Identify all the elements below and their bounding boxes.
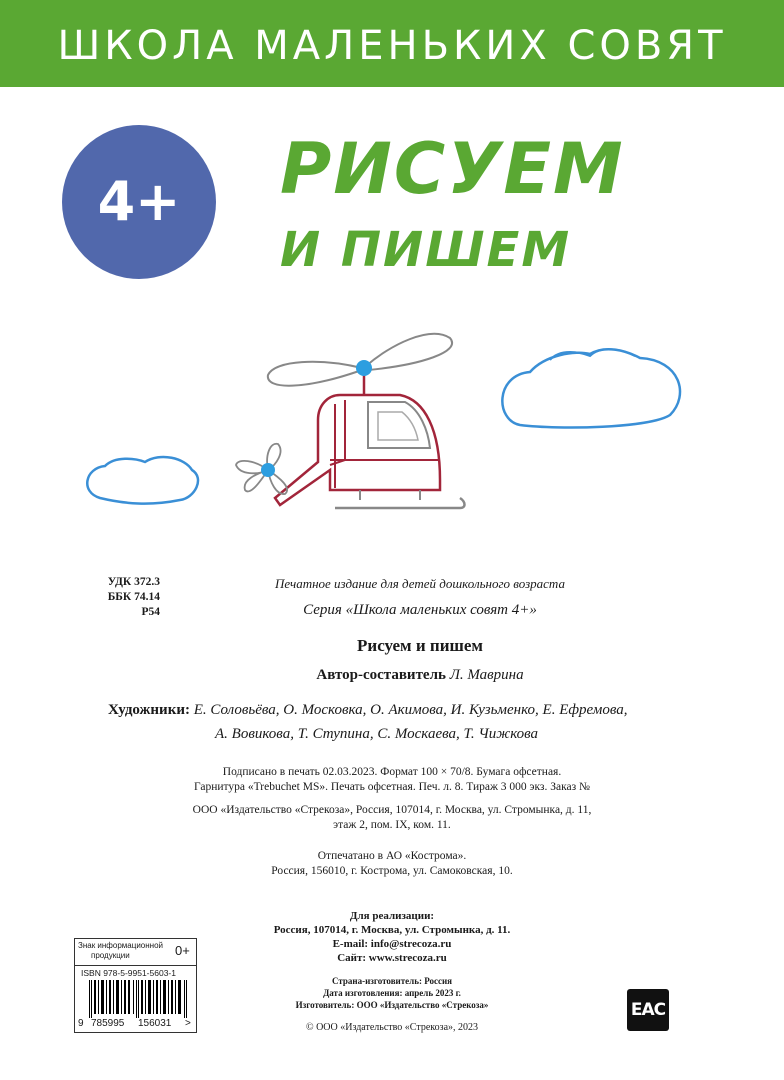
main-rotor-blade-right [366,334,452,370]
info-product-sign [74,938,197,966]
info-sign-label-2: продукции [91,951,130,960]
info-sign-rating: 0+ [175,943,190,958]
series-note: Серия «Школа маленьких совят 4+» [303,602,537,618]
age-badge [62,125,216,279]
artists-names-1: Е. Соловьёва, О. Московка, О. Акимова, И. Кузьменко, Е. Ефремова, [193,702,628,718]
cover-title-line2: И ПИШЕМ [280,222,572,278]
author-code: Р54 [141,606,160,618]
barcode-digits-2: 156031 [138,1018,172,1029]
manufacture-date: Дата изготовления: апрель 2023 г. [323,988,461,998]
barcode-bars [89,980,189,1018]
main-rotor-blade-left [268,362,362,386]
tail-rotor-hub [261,463,275,477]
compiler-line [180,667,660,684]
udk-code: УДК 372.3 [107,576,160,588]
manufacturer: Изготовитель: ООО «Издательство «Стрекоза» [295,1000,489,1010]
barcode-digits-1: 785995 [91,1018,125,1029]
barcode-digit-end: > [185,1018,191,1029]
isbn-text: ISBN 978-5-9951-5603-1 [81,968,176,978]
audience-note: Печатное издание для детей дошкольного возраста [275,576,565,591]
series-banner-title: ШКОЛА МАЛЕНЬКИХ СОВЯТ [57,23,727,69]
print-details-1: Подписано в печать 02.03.2023. Формат 100 × 70/8. Бумага офсетная. [222,766,562,778]
compiler-name: Л. Маврина [449,667,524,683]
sales-heading: Для реализации: [349,910,435,922]
artists-names-2: А. Вовикова, Т. Ступина, С. Москаева, Т. Чижкова [215,726,539,742]
cloud-right [502,349,680,427]
cover-title-line1: РИСУЕМ [280,128,625,210]
eac-text: EAC [630,1000,666,1020]
eac-certification-mark [627,989,669,1031]
compiler-label: Автор-составитель [316,667,446,683]
artists-line1 [108,702,628,719]
bbk-code: ББК 74.14 [107,591,160,603]
helicopter-skid [335,498,465,508]
copyright: © ООО «Издательство «Стрекоза», 2023 [305,1022,479,1033]
book-title: Рисуем и пишем [357,636,483,655]
sales-email: E-mail: info@strecoza.ru [332,938,452,950]
sales-site: Сайт: www.strecoza.ru [337,952,447,964]
barcode-digit-first: 9 [78,1018,84,1029]
printer-line-2: Россия, 156010, г. Кострома, ул. Самоковская, 10. [271,865,513,877]
print-details-2: Гарнитура «Trebuchet MS». Печать офсетная. Печ. л. 8. Тираж 3 000 экз. Заказ № [194,781,590,793]
artists-label: Художники: [108,702,190,718]
helicopter-illustration [0,320,784,540]
barcode-block [74,965,197,1033]
manufacture-country: Страна-изготовитель: Россия [331,976,453,986]
sales-address: Россия, 107014, г. Москва, ул. Стромынка, д. 11. [273,924,511,936]
main-rotor-hub [356,360,372,376]
age-badge-text: 4+ [97,170,181,233]
publisher-address-1: ООО «Издательство «Стрекоза», Россия, 107014, г. Москва, ул. Стромынка, д. 11, [192,804,592,816]
printer-line-1: Отпечатано в АО «Кострома». [317,850,467,862]
info-sign-label-1: Знак информационной [78,941,163,950]
series-banner [0,0,784,87]
cloud-left [87,457,198,504]
publisher-address-2: этаж 2, пом. IX, ком. 11. [333,819,451,831]
